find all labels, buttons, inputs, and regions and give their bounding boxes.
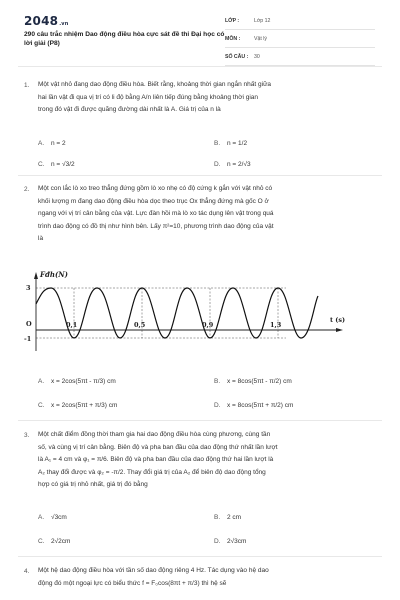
question-text	[38, 79, 376, 117]
option-letter: B.	[214, 140, 221, 147]
option-letter: C.	[38, 538, 45, 545]
option-b[interactable]	[214, 514, 241, 521]
logo-suffix: .vn	[59, 21, 69, 27]
option-text: x = 8cos(5πt + π/2) cm	[227, 402, 294, 409]
option-text: n = 1/2	[227, 140, 248, 147]
option-c[interactable]	[38, 161, 75, 168]
meta-key: SỐ CÂU :	[225, 53, 249, 60]
option-d[interactable]	[214, 402, 293, 409]
question-line: trong đó vật đi được quãng đường dài nhất là A. Giá trị của n là	[38, 106, 221, 114]
option-c[interactable]	[38, 402, 117, 409]
option-text: n = 2/√3	[227, 161, 251, 168]
question-line: Một chất điểm đồng thời tham gia hai dao động điều hòa cùng phương, cùng tần	[38, 431, 271, 438]
option-letter: A.	[38, 514, 45, 521]
question-line: số, và cùng vị trí cân bằng. Biên độ và pha ban đầu của dao động thứ nhất lần lượt	[38, 443, 278, 451]
x-tick-label: 1,3	[270, 321, 282, 329]
x-tick-label: 0,5	[134, 321, 146, 329]
question-text	[38, 429, 376, 492]
meta-key: LỚP :	[225, 17, 240, 24]
question-line: hợp có giá trị nhỏ nhất, giá trị đó bằng	[38, 481, 148, 489]
meta-value: Lớp 12	[254, 17, 271, 24]
question-text	[38, 183, 376, 246]
document-title: 290 câu trắc nhiệm Dao động điều hòa cực sát đề thi Đại học có lời giải (P8)	[24, 31, 225, 47]
divider	[18, 420, 382, 421]
divider	[18, 66, 382, 67]
option-text: 2 cm	[227, 514, 242, 521]
question-number: 2.	[24, 186, 30, 193]
force-time-graph	[24, 266, 370, 356]
option-letter: A.	[38, 140, 45, 147]
question-number: 1.	[24, 82, 30, 89]
question-line: Một con lắc lò xo treo thẳng đứng gồm lò xo nhẹ có độ cứng k gắn với vật nhỏ có	[38, 185, 273, 192]
question-number: 4.	[24, 568, 30, 575]
force-curve	[36, 288, 318, 338]
meta-key: MÔN :	[225, 35, 241, 42]
question-line: khối lượng m đang dao động điều hòa dọc theo trục Ox thẳng đứng mà gốc O ở	[38, 197, 269, 205]
y-tick-3: 3	[26, 284, 31, 292]
option-c[interactable]	[38, 538, 70, 545]
y-tick-neg1: -1	[24, 335, 32, 343]
meta-row-subject	[225, 30, 375, 48]
meta-table	[225, 12, 375, 66]
question-number: 3.	[24, 432, 30, 439]
question-line: Một vật nhỏ đang dao động điều hòa. Biết rằng, khoảng thời gian ngắn nhất giữa	[38, 81, 272, 88]
option-d[interactable]	[214, 538, 246, 545]
x-axis-arrow	[336, 328, 343, 332]
question-text	[38, 565, 376, 590]
option-letter: D.	[214, 161, 221, 168]
option-text: x = 8cos(5πt - π/2) cm	[227, 378, 292, 385]
question-line: A₂ thay đổi được và φ₂ = -π/2. Thay đổi giá trị của A₂ để biên độ dao động tổng	[38, 468, 266, 476]
option-text: n = 2	[51, 140, 66, 147]
meta-value: 30	[254, 53, 260, 60]
option-a[interactable]	[38, 514, 67, 521]
option-text: 2√2cm	[51, 538, 71, 545]
question-line: Một hệ dao động điều hòa với tần số dao động riêng 4 Hz. Tác dụng vào hệ dao	[38, 567, 269, 574]
option-letter: D.	[214, 402, 221, 409]
option-a[interactable]	[38, 378, 116, 385]
x-tick-label: 0,9	[202, 321, 214, 329]
option-letter: C.	[38, 161, 45, 168]
option-letter: D.	[214, 538, 221, 545]
option-a[interactable]	[38, 140, 66, 147]
option-text: n = √3/2	[51, 161, 75, 168]
option-text: x = 2cos(5πt + π/3) cm	[51, 402, 118, 409]
y-axis-arrow	[34, 272, 38, 279]
question-line: động đó một ngoại lực có biểu thức f = F₀cos(8πt + π/3) thì hệ sẽ	[38, 579, 227, 587]
question-line: là	[38, 235, 44, 243]
y-axis-label: Fđh(N)	[40, 270, 68, 279]
option-d[interactable]	[214, 161, 251, 168]
option-letter: A.	[38, 378, 45, 385]
page-header	[0, 0, 400, 62]
meta-row-count	[225, 48, 375, 66]
option-text: x = 2cos(5πt - π/3) cm	[51, 378, 116, 385]
meta-value: Vật lý	[254, 35, 267, 42]
option-letter: C.	[38, 402, 45, 409]
site-logo[interactable]	[24, 14, 69, 28]
x-axis-label: t (s)	[330, 316, 346, 324]
question-1	[24, 82, 380, 172]
divider	[18, 556, 382, 557]
question-line: là A₁ = 4 cm và φ₁ = π/6. Biên độ và pha ban đầu của dao động thứ hai lần lượt là	[38, 456, 274, 464]
question-3	[24, 432, 380, 552]
option-b[interactable]	[214, 140, 247, 147]
question-line: ngang với vị trí cân bằng của vật. Lực đàn hồi mà lò xo tác dụng lên vật trong quá	[38, 210, 274, 218]
meta-row-class	[225, 12, 375, 30]
x-tick-label: 0,1	[66, 321, 78, 329]
question-4	[24, 568, 380, 598]
option-text: √3cm	[51, 514, 67, 521]
logo-text: 2048	[24, 14, 59, 28]
x-ticks	[66, 288, 282, 338]
option-text: 2√3cm	[227, 538, 247, 545]
divider	[18, 175, 382, 176]
option-letter: B.	[214, 514, 221, 521]
question-line: hai lần vật đi qua vị trí có li độ bằng A/n liên tiếp đúng bằng khoảng thời gian	[38, 93, 259, 101]
question-line: trình dao động có đồ thị như hình bên. Lấy π²=10, phương trình dao động của vật	[38, 222, 274, 230]
origin-label: O	[26, 320, 32, 328]
option-letter: B.	[214, 378, 221, 385]
option-b[interactable]	[214, 378, 292, 385]
